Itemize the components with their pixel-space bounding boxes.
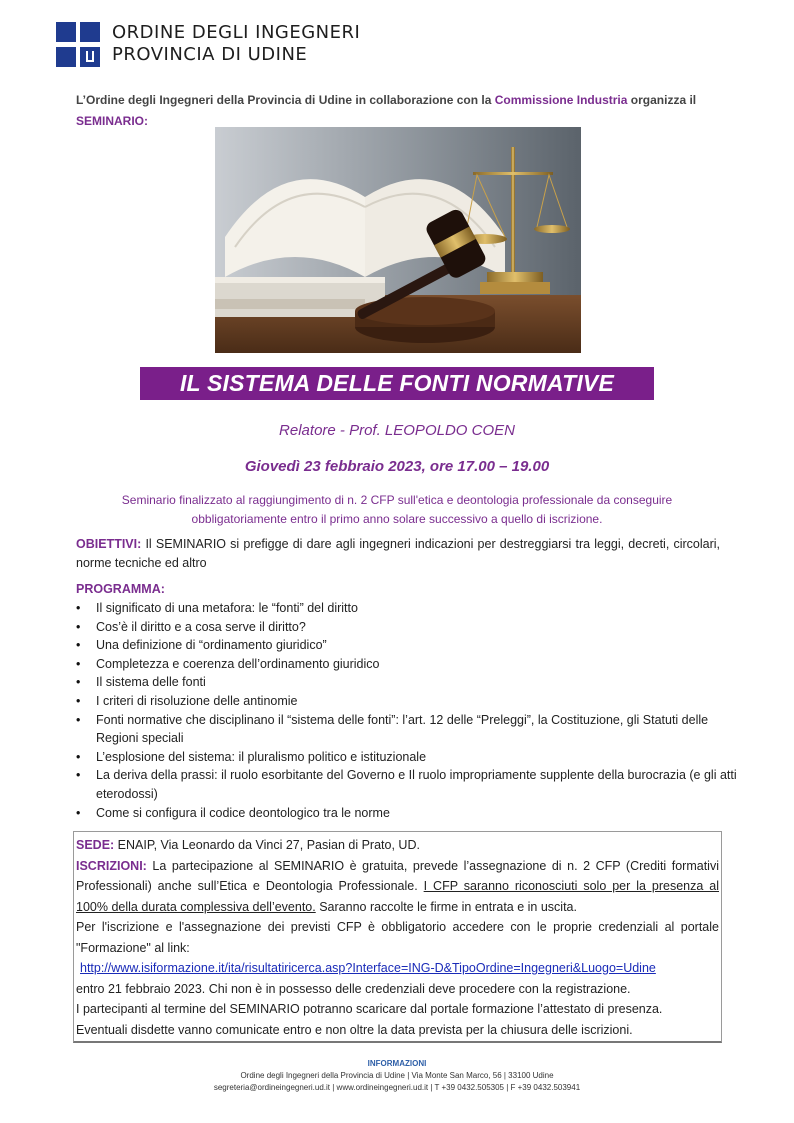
portal-paragraph: Per l'iscrizione e l'assegnazione dei previsti CFP è obbligatorio accedere con le proprie credenziali al portale "Formazione" al link:	[76, 920, 719, 955]
iscrizioni-underlined: I CFP saranno riconosciuti solo per la presenza al 100% della durata complessiva dell’evento.	[76, 879, 719, 914]
program-item: • Completezza e coerenza dell’ordinamento giuridico	[76, 655, 740, 674]
registration-link[interactable]: http://www.isiformazione.it/ita/risultatiricerca.asp?Interface=ING-D&TipoOrdine=Ingegneri&Luogo=Udine	[80, 961, 656, 975]
registration-info-box	[73, 831, 722, 1043]
program-item: • Il significato di una metafora: le “fonti” del diritto	[76, 599, 740, 618]
program-item: • La deriva della prassi: il ruolo esorbitante del Governo e Il ruolo impropriamente supplente della burocrazia (e gli atti eterodossi)	[76, 766, 740, 803]
program-item: • Una definizione di “ordinamento giuridico”	[76, 636, 740, 655]
event-title: IL SISTEMA DELLE FONTI NORMATIVE	[179, 370, 615, 396]
intro-text-b: organizza il	[627, 93, 697, 107]
intro-seminar-label: SEMINARIO:	[76, 114, 148, 128]
sede-label: SEDE:	[76, 838, 115, 852]
gavel-books-scales-image	[215, 127, 581, 353]
footer-address: Ordine degli Ingegneri della Provincia di Udine | Via Monte San Marco, 56 | 33100 Udine	[240, 1071, 554, 1080]
intro-paragraph	[76, 90, 720, 132]
objectives-label: OBIETTIVI:	[76, 537, 142, 551]
intro-highlight: Commissione Industria	[494, 93, 628, 107]
program-item: • Cos’è il diritto e a cosa serve il diritto?	[76, 618, 740, 637]
cancellation-paragraph: Eventuali disdette vanno comunicate entro e non oltre la data prevista per la chiusura delle iscrizioni.	[76, 1022, 633, 1037]
program-item: • Il sistema delle fonti	[76, 673, 740, 692]
iscrizioni-tail: Saranno raccolte le firme in entrata e in uscita.	[315, 899, 577, 914]
ordine-logo-icon	[56, 22, 100, 68]
speaker-line: Relatore - Prof. LEOPOLDO COEN	[279, 422, 515, 439]
footer-heading: INFORMAZIONI	[367, 1059, 427, 1068]
org-name-line1: ORDINE DEGLI INGEGNERI	[112, 22, 361, 43]
footer	[0, 1058, 794, 1094]
sede-text: ENAIP, Via Leonardo da Vinci 27, Pasian di Prato, UD.	[114, 838, 420, 852]
objectives-text: Il SEMINARIO si prefigge di dare agli ingegneri indicazioni per destreggiarsi tra leggi, decreti, circolari, norme tecniche ed altro	[76, 537, 720, 570]
event-subtitle	[80, 491, 714, 529]
intro-text-a: L’Ordine degli Ingegneri della Provincia di Udine in collaborazione con la	[76, 93, 495, 107]
subtitle-line1: Seminario finalizzato al raggiungimento di n. 2 CFP sull'etica e deontologia professionale da conseguire	[121, 493, 673, 507]
footer-contacts: segreteria@ordineingegneri.ud.it | www.ordineingegneri.ud.it | T +39 0432.505305 | F +39 0432.503941	[213, 1083, 581, 1092]
sede-paragraph	[76, 835, 719, 856]
program-title: PROGRAMMA:	[76, 582, 165, 596]
subtitle-line2: obbligatoriamente entro il primo anno solare successivo a quello di iscrizione.	[191, 512, 603, 526]
header-logo	[56, 22, 360, 68]
event-date: Giovedì 23 febbraio 2023, ore 17.00 – 19.00	[244, 458, 550, 475]
program-item: • I criteri di risoluzione delle antinomie	[76, 692, 740, 711]
program-item: • L’esplosione del sistema: il pluralismo politico e istituzionale	[76, 748, 740, 767]
objectives-paragraph	[76, 535, 720, 573]
org-name-line2: PROVINCIA DI UDINE	[112, 44, 308, 65]
certificate-paragraph: I partecipanti al termine del SEMINARIO potranno scaricare dal portale formazione l’attestato di presenza.	[76, 1002, 663, 1016]
iscrizioni-text: La partecipazione al SEMINARIO è gratuita, prevede l’assegnazione di n. 2 CFP (Crediti formativi Professionali) anche sull’Etica e Deontologia Professionale.	[76, 858, 719, 893]
iscrizioni-label: ISCRIZIONI:	[76, 858, 147, 873]
event-title-band	[140, 367, 654, 400]
iscrizioni-paragraph	[76, 856, 719, 918]
program-item: • Fonti normative che disciplinano il “sistema delle fonti”: l’art. 12 delle “Preleggi”, la Costituzione, gli Statuti delle Regioni speciali	[76, 711, 740, 748]
program-item: • Come si configura il codice deontologico tra le norme	[76, 804, 740, 823]
program-list	[76, 599, 740, 822]
deadline-paragraph: entro 21 febbraio 2023. Chi non è in possesso delle credenziali deve procedere con la registrazione.	[76, 981, 631, 996]
org-name	[112, 22, 360, 66]
